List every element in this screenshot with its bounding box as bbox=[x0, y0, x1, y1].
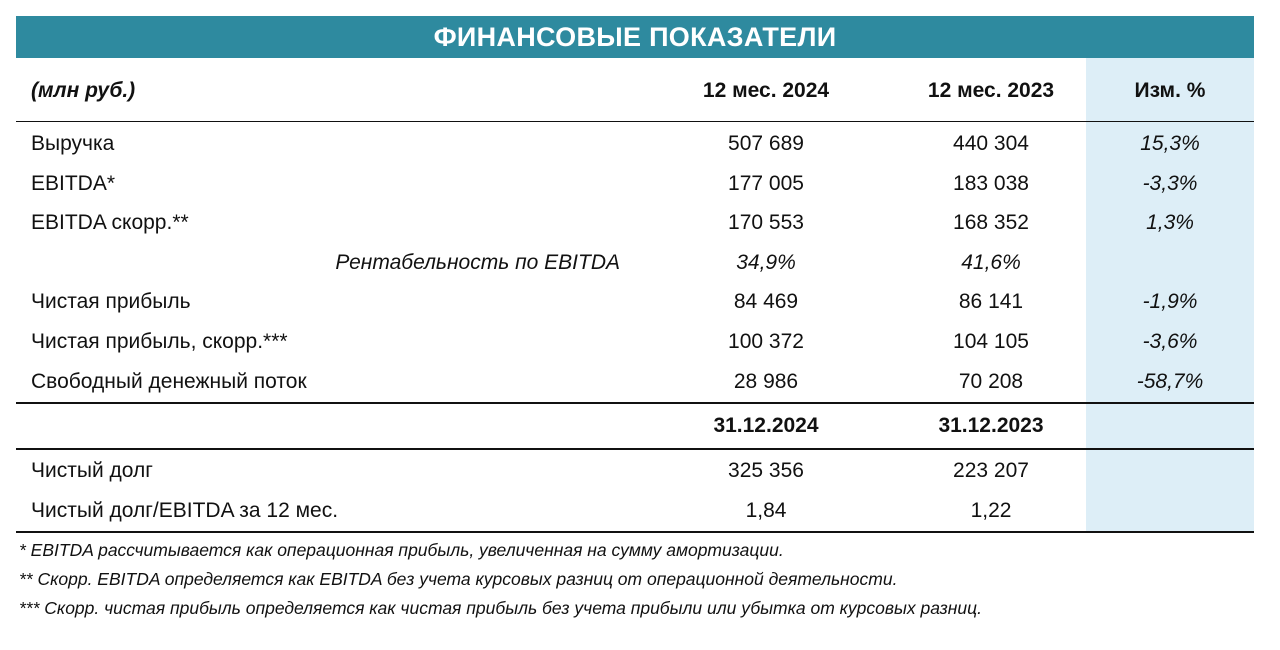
divider-table-bottom bbox=[16, 531, 1254, 533]
row-value-2024: 325 356 bbox=[728, 459, 804, 482]
row-value-2023: 41,6% bbox=[961, 251, 1021, 274]
footnote-adjusted-net-profit: *** Скорр. чистая прибыль определяется как чистая прибыль без учета прибыли или убытка от курсовых разниц. bbox=[19, 598, 982, 618]
table-header-row bbox=[16, 70, 1254, 112]
table-row-net-debt-ebitda bbox=[16, 491, 1254, 531]
row-value-2024: 177 005 bbox=[728, 172, 804, 195]
row-value-2024: 28 986 bbox=[733, 370, 799, 393]
table-title-banner bbox=[16, 16, 1254, 58]
divider-balance-top bbox=[16, 402, 1254, 404]
row-change: 15,3% bbox=[1140, 132, 1200, 155]
row-label: Чистый долг/EBITDA за 12 мес. bbox=[31, 499, 339, 522]
divider-header bbox=[16, 121, 1254, 122]
row-label: EBITDA* bbox=[31, 172, 116, 195]
row-value-2023: 223 207 bbox=[953, 459, 1029, 482]
header-change: Изм. % bbox=[1134, 79, 1206, 102]
row-label: Чистый долг bbox=[31, 459, 153, 482]
row-label: Выручка bbox=[31, 132, 115, 155]
table-row-adjusted-ebitda bbox=[16, 203, 1254, 243]
row-value-2024: 100 372 bbox=[728, 330, 804, 353]
table-row-adjusted-net-profit bbox=[16, 322, 1254, 362]
balance-header-row bbox=[16, 405, 1254, 447]
footnote-adjusted-ebitda: ** Скорр. EBITDA определяется как EBITDA без учета курсовых разниц от операционной деятельности. bbox=[19, 569, 898, 589]
row-change: -58,7% bbox=[1136, 370, 1204, 393]
row-label: Рентабельность по EBITDA bbox=[335, 251, 620, 274]
row-value-2023: 168 352 bbox=[953, 211, 1029, 234]
row-value-2024: 1,84 bbox=[745, 499, 787, 522]
row-change: -3,6% bbox=[1142, 330, 1198, 353]
row-label: Свободный денежный поток bbox=[31, 370, 307, 393]
table-row-ebitda-margin bbox=[16, 243, 1254, 283]
table-row-free-cash-flow bbox=[16, 362, 1254, 402]
row-value-2024: 170 553 bbox=[728, 211, 804, 234]
divider-balance-header bbox=[16, 448, 1254, 450]
unit-label: (млн руб.) bbox=[31, 79, 136, 102]
row-label: Чистая прибыль, скорр.*** bbox=[31, 330, 288, 353]
row-value-2024: 34,9% bbox=[736, 251, 796, 274]
row-change: 1,3% bbox=[1146, 211, 1194, 234]
table-row-revenue bbox=[16, 124, 1254, 164]
row-change: -3,3% bbox=[1142, 172, 1198, 195]
table-title: ФИНАНСОВЫЕ ПОКАЗАТЕЛИ bbox=[433, 21, 837, 52]
header-2024: 12 мес. 2024 bbox=[702, 79, 830, 102]
row-label: Чистая прибыль bbox=[31, 290, 191, 313]
row-value-2023: 440 304 bbox=[953, 132, 1029, 155]
row-value-2024: 84 469 bbox=[733, 290, 799, 313]
table-row-net-profit bbox=[16, 282, 1254, 322]
header-date-2024: 31.12.2024 bbox=[713, 414, 819, 437]
table-row-net-debt bbox=[16, 451, 1254, 491]
table-row-ebitda bbox=[16, 164, 1254, 204]
row-value-2023: 104 105 bbox=[953, 330, 1029, 353]
row-label: EBITDA скорр.** bbox=[31, 211, 189, 234]
row-value-2023: 183 038 bbox=[953, 172, 1029, 195]
row-change: -1,9% bbox=[1142, 290, 1198, 313]
row-value-2024: 507 689 bbox=[728, 132, 804, 155]
row-value-2023: 70 208 bbox=[958, 370, 1024, 393]
row-value-2023: 86 141 bbox=[958, 290, 1024, 313]
header-2023: 12 мес. 2023 bbox=[927, 79, 1055, 102]
footnotes bbox=[19, 536, 1259, 623]
row-value-2023: 1,22 bbox=[970, 499, 1012, 522]
footnote-ebitda: * EBITDA рассчитывается как операционная прибыль, увеличенная на сумму амортизации. bbox=[19, 540, 784, 560]
header-date-2023: 31.12.2023 bbox=[938, 414, 1044, 437]
